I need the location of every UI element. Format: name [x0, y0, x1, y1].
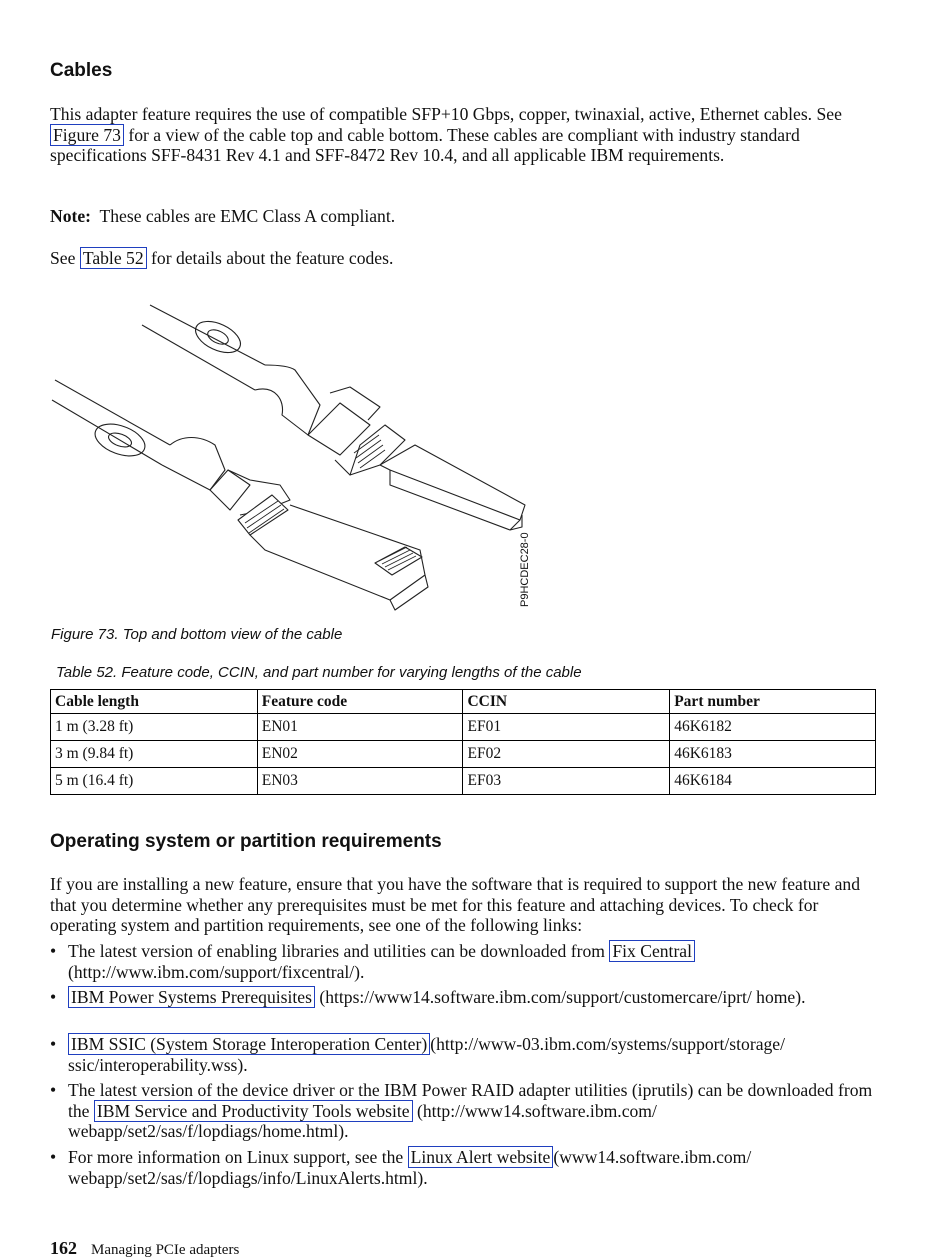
see-table-paragraph [50, 248, 880, 269]
column-header: Cable length [51, 690, 258, 714]
table-cell: EF03 [463, 768, 670, 795]
table-52-link[interactable]: Table 52 [80, 247, 147, 269]
ibm-ssic-link[interactable]: IBM SSIC (System Storage Interoperation Center) [68, 1033, 430, 1055]
table-cell: 46K6184 [670, 768, 876, 795]
table-cell: 46K6182 [670, 714, 876, 741]
footer-title: Managing PCIe adapters [91, 1242, 240, 1258]
section-heading-cables: Cables [50, 60, 113, 81]
top-cable-ring [191, 315, 245, 359]
top-cable-line-2 [142, 325, 255, 390]
cables-text-2: for a view of the cable top and cable bottom. These cables are compliant with industry standard specifications SFF-8431 Rev 4.1 and SFF-8472 Rev 10.4, and all applicable IBM requirements. [50, 124, 800, 166]
column-header: Feature code [257, 690, 463, 714]
table-cell: 46K6183 [670, 741, 876, 768]
see-text-2: for details about the feature codes. [146, 248, 394, 268]
section-heading-os-requirements: Operating system or partition requirements [50, 831, 442, 852]
figure-image-code: P9HCDEC28-0 [519, 532, 531, 607]
figure-73-link[interactable]: Figure 73 [50, 124, 124, 146]
list-item [50, 987, 880, 1008]
table-cell: EF01 [463, 714, 670, 741]
column-header: CCIN [463, 690, 670, 714]
list-item [50, 1147, 880, 1188]
note-label: Note: [50, 206, 92, 226]
os-intro-paragraph: If you are installing a new feature, ensure that you have the software that is required to support the new feature and that you determine whether any prerequisites must be met for this feature and attaching devices. To check for operating system and partition requirements, see one of the following links: [50, 874, 860, 936]
table-cell: 5 m (16.4 ft) [51, 768, 258, 795]
list-text: For more information on Linux support, see the [68, 1147, 408, 1167]
list-item [50, 941, 880, 982]
list-text: The latest version of enabling libraries and utilities can be downloaded from [68, 941, 610, 961]
table-row [51, 741, 876, 768]
figure-caption: Figure 73. Top and bottom view of the cable [51, 626, 343, 643]
list-text: (http://www14.software.ibm.com/ webapp/set2/sas/f/lopdiags/home.html). [68, 1100, 657, 1142]
table-cell: EN03 [257, 768, 463, 795]
list-item [50, 1080, 880, 1142]
list-text: (https://www14.software.ibm.com/support/customercare/iprt/ home). [314, 987, 806, 1007]
column-header: Part number [670, 690, 876, 714]
service-productivity-tools-link[interactable]: IBM Service and Productivity Tools website [94, 1100, 413, 1122]
bullet: • [50, 987, 57, 1007]
table-caption: Table 52. Feature code, CCIN, and part number for varying lengths of the cable [56, 664, 582, 681]
list-text: The latest version of the device driver or the IBM Power RAID adapter utilities (iprutils) can be downloaded from the [68, 1080, 873, 1121]
bullet: • [50, 1147, 57, 1167]
table-cell: EF02 [463, 741, 670, 768]
page-number: 162 [50, 1238, 77, 1258]
cables-text-1: This adapter feature requires the use of compatible SFP+10 Gbps, copper, twinaxial, active, Ethernet cables. See [50, 104, 842, 124]
power-systems-prerequisites-link[interactable]: IBM Power Systems Prerequisites [68, 986, 315, 1008]
table-row [51, 714, 876, 741]
see-text-1: See [50, 248, 80, 268]
list-item [50, 1034, 880, 1075]
bullet: • [50, 941, 57, 961]
table-cell: 3 m (9.84 ft) [51, 741, 258, 768]
note-paragraph [50, 206, 880, 227]
bullet: • [50, 1080, 57, 1100]
table-header-row [51, 690, 876, 714]
linux-alert-link[interactable]: Linux Alert website [408, 1146, 554, 1168]
list-text: (http://www.ibm.com/support/fixcentral/). [68, 961, 365, 982]
table-cell: EN01 [257, 714, 463, 741]
cables-paragraph [50, 104, 880, 166]
table-cell: 1 m (3.28 ft) [51, 714, 258, 741]
list-text: (www14.software.ibm.com/ webapp/set2/sas/f/lopdiags/info/LinuxAlerts.html). [68, 1147, 752, 1188]
list-text: (http://www-03.ibm.com/systems/support/storage/ ssic/interoperability.wss). [68, 1034, 785, 1075]
note-text: These cables are EMC Class A compliant. [91, 206, 396, 226]
feature-code-table [50, 689, 876, 795]
cable-illustration [50, 295, 540, 615]
bullet: • [50, 1034, 57, 1054]
page-footer [50, 1238, 239, 1259]
table-cell: EN02 [257, 741, 463, 768]
table-row [51, 768, 876, 795]
fix-central-link[interactable]: Fix Central [609, 940, 695, 962]
